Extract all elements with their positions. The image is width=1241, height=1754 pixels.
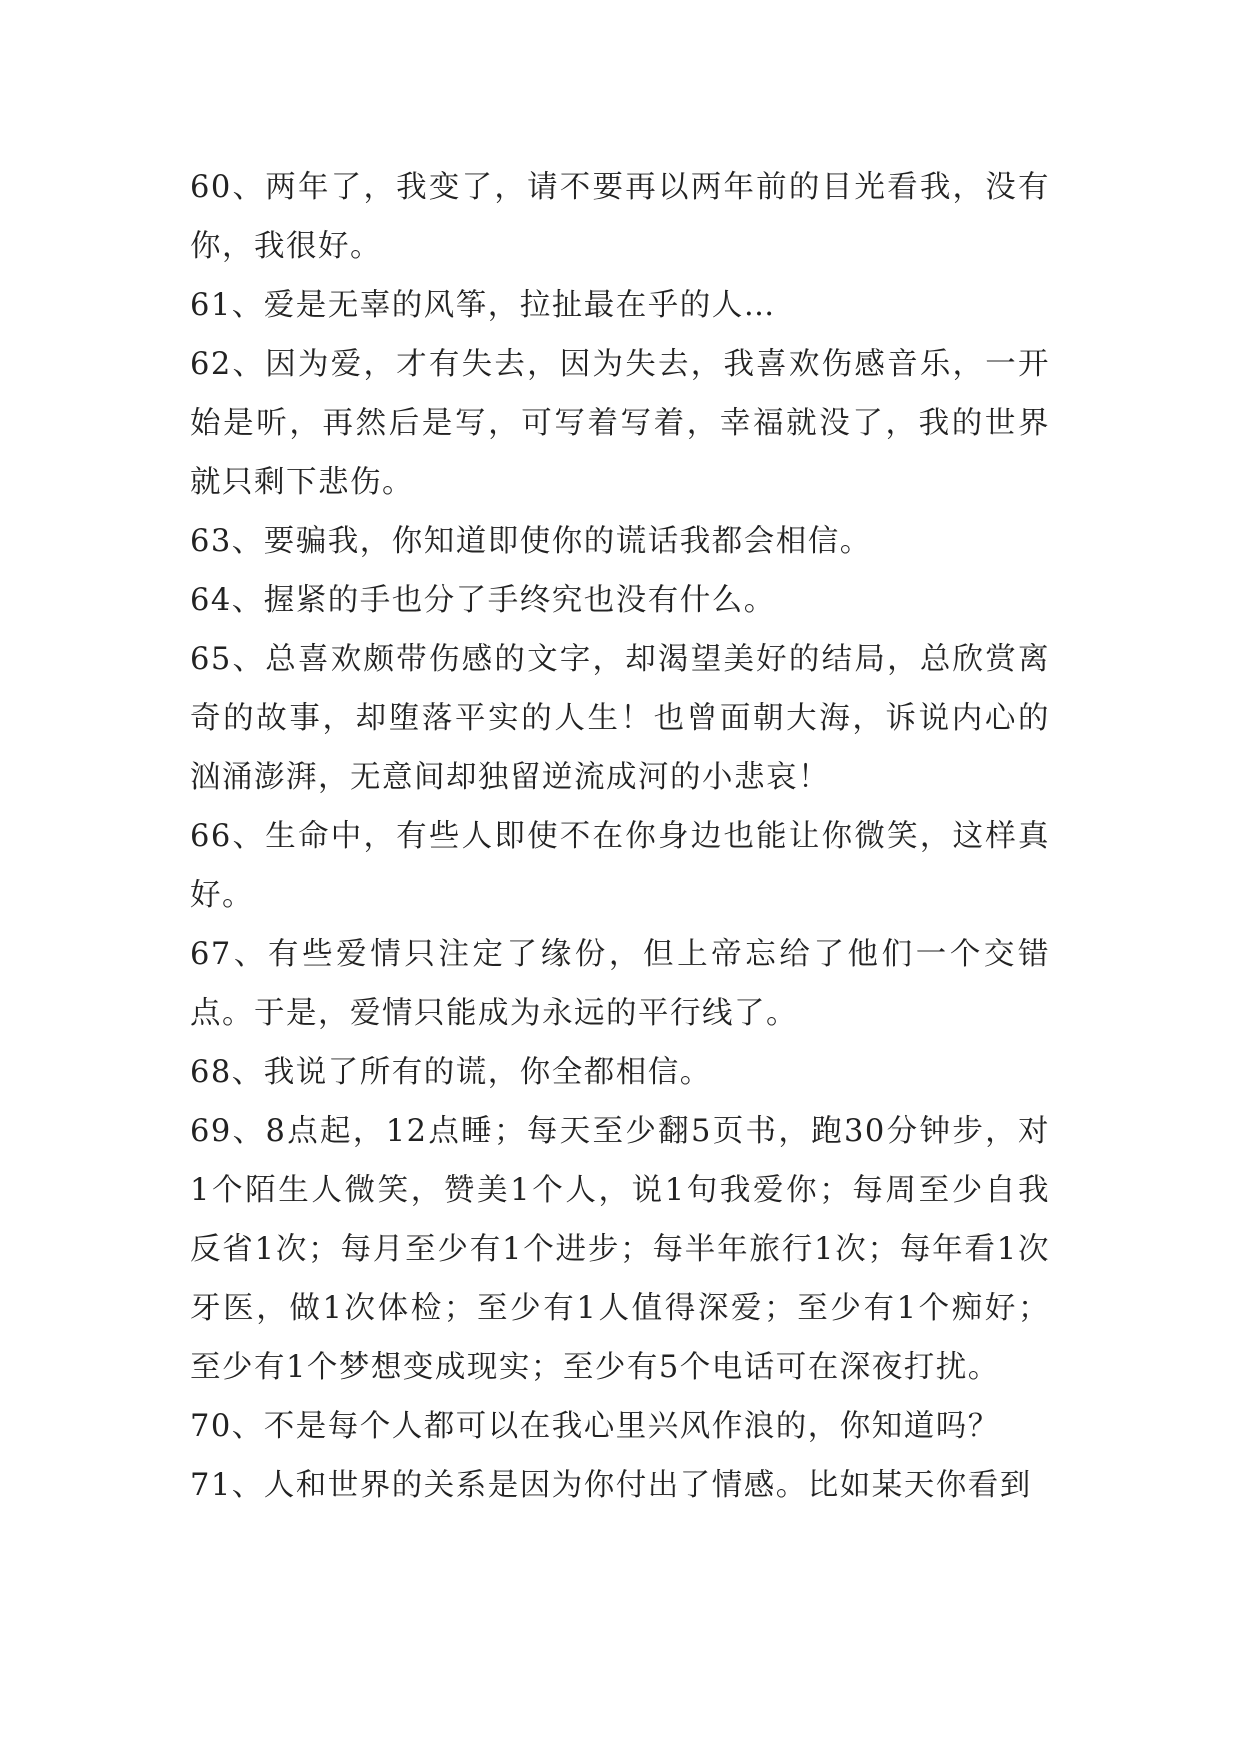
paragraph-64: 64、握紧的手也分了手终究也没有什么。 xyxy=(190,583,776,618)
document-page xyxy=(190,158,1050,1515)
paragraph-60: 60、两年了，我变了，请不要再以两年前的目光看我，没有你，我很好。 xyxy=(190,170,1050,264)
paragraph-62: 62、因为爱，才有失去，因为失去，我喜欢伤感音乐，一开始是听，再然后是写，可写着写着，幸福就没了，我的世界就只剩下悲伤。 xyxy=(190,347,1050,500)
paragraph-71: 71、人和世界的关系是因为你付出了情感。比如某天你看到 xyxy=(190,1468,1032,1503)
paragraph-61: 61、爱是无辜的风筝，拉扯最在乎的人… xyxy=(190,288,776,323)
paragraph-63: 63、要骗我，你知道即使你的谎话我都会相信。 xyxy=(190,524,872,559)
paragraph-70: 70、不是每个人都可以在我心里兴风作浪的，你知道吗？ xyxy=(190,1409,1000,1444)
paragraph-68: 68、我说了所有的谎，你全都相信。 xyxy=(190,1055,712,1090)
paragraph-67: 67、有些爱情只注定了缘份，但上帝忘给了他们一个交错点。于是，爱情只能成为永远的平行线了。 xyxy=(190,937,1050,1031)
paragraph-66: 66、生命中，有些人即使不在你身边也能让你微笑，这样真好。 xyxy=(190,819,1050,913)
paragraph-65: 65、总喜欢颇带伤感的文字，却渴望美好的结局，总欣赏离奇的故事，却堕落平实的人生！也曾面朝大海，诉说内心的汹涌澎湃，无意间却独留逆流成河的小悲哀！ xyxy=(190,642,1050,795)
paragraph-69: 69、8点起，12点睡；每天至少翻5页书，跑30分钟步，对1个陌生人微笑，赞美1个人，说1句我爱你；每周至少自我反省1次；每月至少有1个进步；每半年旅行1次；每年看1次牙医，做1次体检；至少有1人值得深爱；至少有1个痴好；至少有1个梦想变成现实；至少有5个电话可在深夜打扰。 xyxy=(190,1114,1050,1385)
